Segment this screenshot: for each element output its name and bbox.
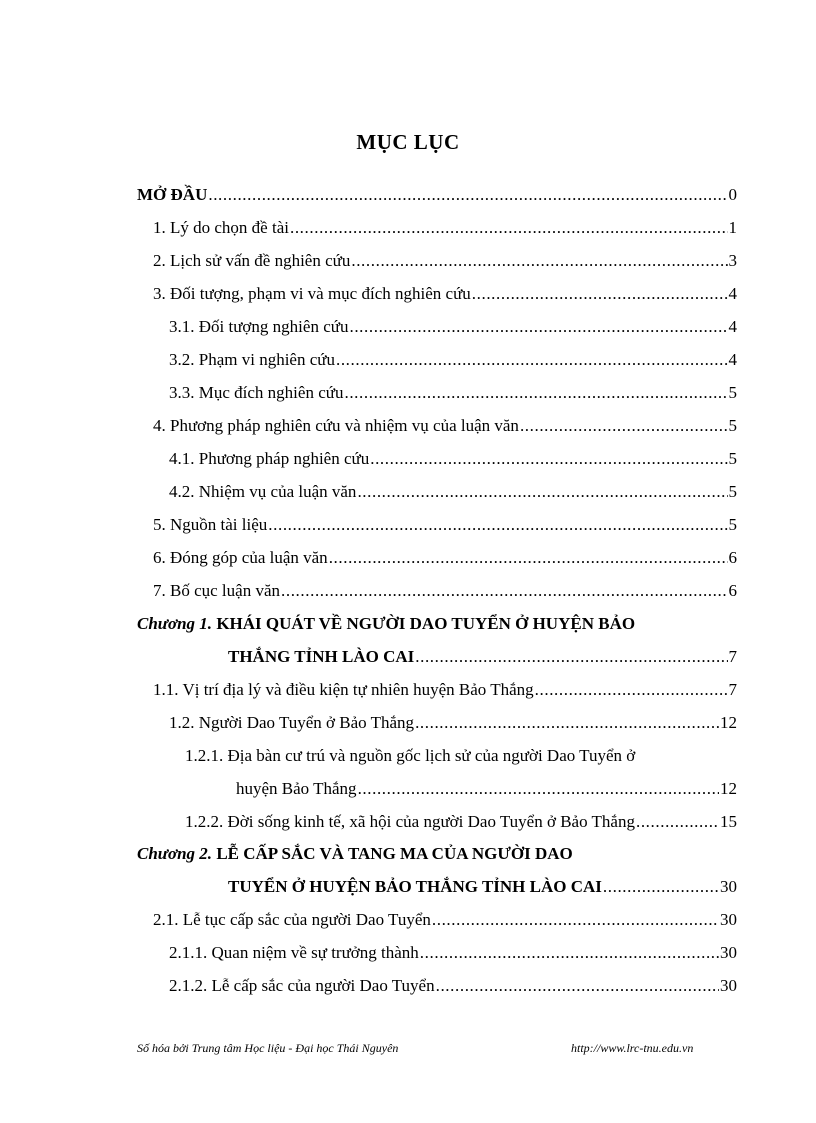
dot-leader bbox=[281, 580, 728, 602]
dot-leader bbox=[520, 415, 728, 437]
toc-page: 1 bbox=[728, 218, 737, 237]
toc-page: 3 bbox=[728, 251, 737, 270]
toc-label: 4.1. Phương pháp nghiên cứu bbox=[169, 449, 370, 468]
toc-label: 3. Đối tượng, phạm vi và mục đích nghiên cứu bbox=[153, 284, 471, 303]
chapter-prefix: Chương 2. bbox=[137, 844, 213, 863]
toc-entry[interactable] bbox=[169, 975, 737, 997]
toc-entry[interactable] bbox=[169, 942, 737, 964]
dot-leader bbox=[436, 975, 719, 997]
toc-page: 6 bbox=[728, 548, 737, 567]
toc-page: 4 bbox=[728, 284, 737, 303]
dot-leader bbox=[357, 481, 727, 503]
page-title: MỤC LỤC bbox=[356, 130, 460, 154]
toc-entry[interactable] bbox=[153, 217, 737, 239]
chapter-title: KHÁI QUÁT VỀ NGƯỜI DAO TUYỂN Ở HUYỆN BẢO bbox=[212, 614, 636, 633]
footer-url[interactable]: http://www.lrc-tnu.edu.vn bbox=[571, 1041, 694, 1055]
toc-entry[interactable] bbox=[153, 679, 737, 701]
toc-entry[interactable] bbox=[169, 481, 737, 503]
dot-leader bbox=[415, 646, 727, 668]
toc-entry[interactable] bbox=[153, 909, 737, 931]
dot-leader bbox=[349, 316, 727, 338]
toc-label: 4.2. Nhiệm vụ của luận văn bbox=[169, 482, 357, 501]
toc-page: 4 bbox=[728, 350, 737, 369]
dot-leader bbox=[603, 876, 719, 898]
toc-entry[interactable] bbox=[169, 349, 737, 371]
toc-page: 15 bbox=[720, 812, 737, 831]
toc-page: 5 bbox=[728, 482, 737, 501]
dot-leader bbox=[344, 382, 727, 404]
toc-label: 1. Lý do chọn đề tài bbox=[153, 218, 289, 237]
toc-page: 7 bbox=[728, 680, 737, 699]
dot-leader bbox=[358, 778, 719, 800]
toc-page: 5 bbox=[728, 383, 737, 402]
toc-entry[interactable] bbox=[153, 547, 737, 569]
dot-leader bbox=[370, 448, 727, 470]
toc-entry[interactable] bbox=[153, 283, 737, 305]
toc-page: 7 bbox=[728, 647, 737, 666]
toc-page: 30 bbox=[720, 877, 737, 896]
toc-entry[interactable] bbox=[169, 382, 737, 404]
toc-page: 12 bbox=[720, 779, 737, 798]
toc-entry[interactable] bbox=[185, 811, 737, 833]
toc-label: 7. Bố cục luận văn bbox=[153, 581, 280, 600]
toc-page: 6 bbox=[728, 581, 737, 600]
toc-label: 2.1.1. Quan niệm về sự trưởng thành bbox=[169, 943, 419, 962]
toc-page: 5 bbox=[728, 416, 737, 435]
toc-label: 2.1. Lễ tục cấp sắc của người Dao Tuyển bbox=[153, 910, 431, 929]
toc-entry[interactable] bbox=[153, 514, 737, 536]
toc-entry[interactable] bbox=[169, 712, 737, 734]
toc-label: 1.2.2. Đời sống kinh tế, xã hội của người Dao Tuyển ở Bảo Thắng bbox=[185, 812, 635, 831]
toc-label: 4. Phương pháp nghiên cứu và nhiệm vụ của luận văn bbox=[153, 416, 519, 435]
dot-leader bbox=[351, 250, 727, 272]
chapter-title-cont: TUYỂN Ở HUYỆN BẢO THẮNG TỈNH LÀO CAI bbox=[228, 877, 602, 896]
toc-label: 2.1.2. Lễ cấp sắc của người Dao Tuyển bbox=[169, 976, 435, 995]
toc-label: 3.3. Mục đích nghiên cứu bbox=[169, 383, 344, 402]
toc-entry-mo-dau[interactable] bbox=[137, 184, 737, 206]
toc-label: 1.1. Vị trí địa lý và điều kiện tự nhiên huyện Bảo Thắng bbox=[153, 680, 534, 699]
toc-page: 30 bbox=[720, 910, 737, 929]
dot-leader bbox=[535, 679, 728, 701]
toc-entry-line1[interactable]: 1.2.1. Địa bàn cư trú và nguồn gốc lịch sử của người Dao Tuyển ở bbox=[185, 746, 636, 765]
toc-page: 30 bbox=[720, 976, 737, 995]
toc-label: 5. Nguồn tài liệu bbox=[153, 515, 268, 534]
toc-entry[interactable] bbox=[153, 415, 737, 437]
toc-entry[interactable] bbox=[153, 250, 737, 272]
toc-label: 3.2. Phạm vi nghiên cứu bbox=[169, 350, 335, 369]
toc-chapter-1-line2[interactable] bbox=[228, 646, 737, 668]
toc-label: 3.1. Đối tượng nghiên cứu bbox=[169, 317, 349, 336]
dot-leader bbox=[268, 514, 727, 536]
toc-page: 30 bbox=[720, 943, 737, 962]
dot-leader bbox=[472, 283, 728, 305]
dot-leader bbox=[290, 217, 728, 239]
toc-label: MỞ ĐẦU bbox=[137, 185, 208, 204]
chapter-title-cont: THẮNG TỈNH LÀO CAI bbox=[228, 647, 415, 666]
dot-leader bbox=[432, 909, 719, 931]
toc-entry[interactable] bbox=[169, 316, 737, 338]
footer-source: Số hóa bởi Trung tâm Học liệu - Đại học Thái Nguyên bbox=[137, 1041, 399, 1055]
toc-page: 4 bbox=[728, 317, 737, 336]
toc-entry-line2[interactable] bbox=[236, 778, 737, 800]
toc-page: 5 bbox=[728, 449, 737, 468]
toc-chapter-2-line2[interactable] bbox=[228, 876, 737, 898]
dot-leader bbox=[420, 942, 719, 964]
toc-label: huyện Bảo Thắng bbox=[236, 779, 357, 798]
dot-leader bbox=[336, 349, 728, 371]
chapter-title: LỄ CẤP SẮC VÀ TANG MA CỦA NGƯỜI DAO bbox=[212, 844, 573, 863]
toc-page: 5 bbox=[728, 515, 737, 534]
toc-page: 12 bbox=[720, 713, 737, 732]
dot-leader bbox=[208, 184, 727, 206]
toc-chapter-2-line1[interactable] bbox=[137, 843, 573, 865]
toc-label: 1.2. Người Dao Tuyển ở Bảo Thắng bbox=[169, 713, 415, 732]
dot-leader bbox=[415, 712, 719, 734]
toc-page: 0 bbox=[728, 185, 737, 204]
dot-leader bbox=[329, 547, 728, 569]
toc-entry[interactable] bbox=[169, 448, 737, 470]
chapter-prefix: Chương 1. bbox=[137, 614, 213, 633]
toc-label: 2. Lịch sử vấn đề nghiên cứu bbox=[153, 251, 351, 270]
dot-leader bbox=[636, 811, 719, 833]
toc-label: 6. Đóng góp của luận văn bbox=[153, 548, 328, 567]
toc-entry[interactable] bbox=[153, 580, 737, 602]
toc-chapter-1-line1[interactable] bbox=[137, 613, 635, 635]
